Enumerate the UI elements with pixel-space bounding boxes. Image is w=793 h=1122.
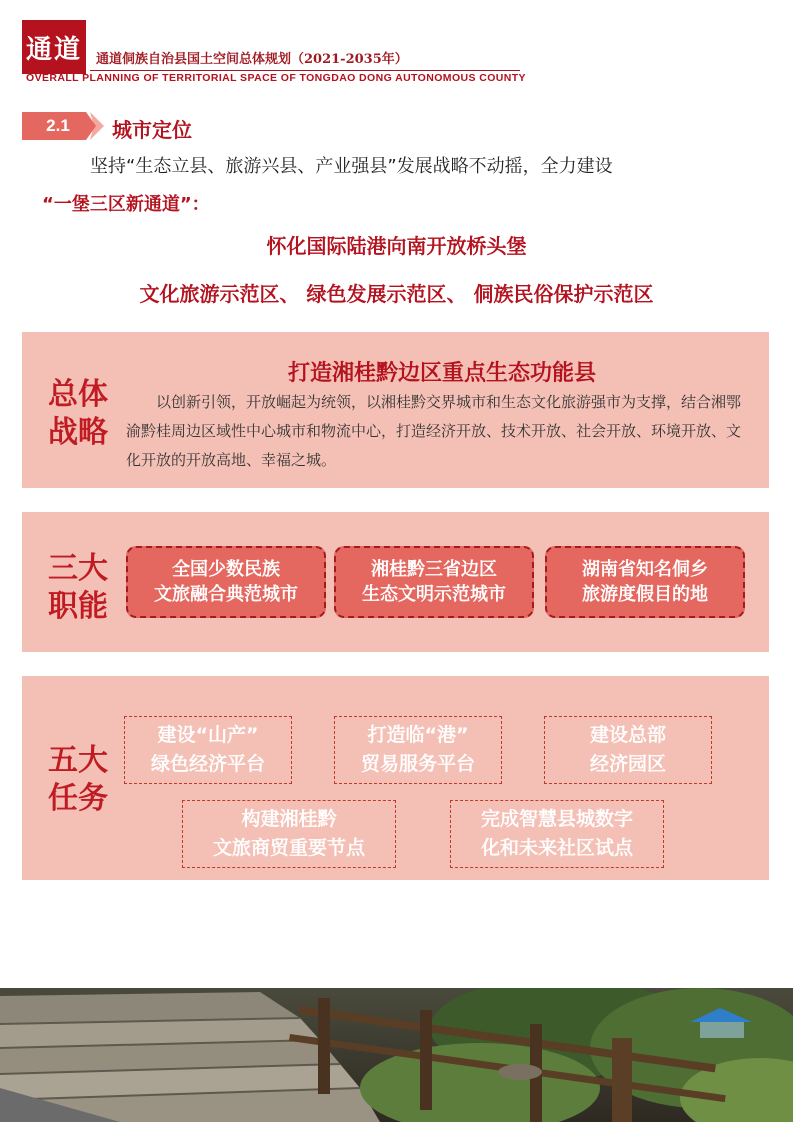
task-box [334,716,502,784]
tasks-panel [22,676,769,880]
task-line-2: 贸易服务平台 [360,753,475,775]
function-box [545,546,745,618]
strategy-body: 以创新引领，开放崛起为统领，以湘桂黔交界城市和生态文化旅游强市为支撑，结合湘鄂渝黔桂周边区域性中心城市和物流中心，打造经济开放、技术开放、社会开放、环境开放、文化开放的开放高地、幸福之城。 [126,393,742,469]
document-title: 通道侗族自治县国土空间总体规划（2021-2035年） [96,52,408,67]
function-line-1: 全国少数民族 [172,559,280,580]
intro-text: 坚持“生态立县、旅游兴县、产业强县”发展战略不动摇，全力建设 [90,156,613,177]
task-line-2: 文旅商贸重要节点 [212,837,365,859]
function-line-2: 文旅融合典范城市 [154,584,298,605]
function-line-1: 湖南省知名侗乡 [582,559,708,580]
functions-label-line-1: 三大 [48,551,108,586]
section-number: 2.1 [46,116,70,135]
strategy-label-line-2: 战略 [48,415,108,450]
task-box [124,716,292,784]
county-logo: 通道 [22,20,86,74]
task-box [182,800,396,868]
header-divider [90,70,520,71]
positioning-line-2: 文化旅游示范区、 绿色发展示范区、 侗族民俗保护示范区 [139,282,654,306]
functions-panel [22,512,769,652]
strategy-panel [22,332,769,488]
function-box [126,546,326,618]
task-box [544,716,712,784]
strategy-label [46,376,110,452]
village-photo [0,988,793,1122]
task-line-2: 绿色经济平台 [150,753,265,775]
task-line-1: 完成智慧县城数字 [480,808,633,830]
strategy-label-line-1: 总体 [48,377,108,412]
function-line-1: 湘桂黔三省边区 [371,559,497,580]
task-box [450,800,664,868]
function-box [334,546,534,618]
section-title: 城市定位 [112,118,192,142]
task-line-1: 建设总部 [589,724,666,746]
functions-label [46,550,110,626]
document-subtitle-english: OVERALL PLANNING OF TERRITORIAL SPACE OF TONGDAO DONG AUTONOMOUS COUNTY [26,72,526,84]
tasks-label-line-1: 五大 [48,743,108,778]
task-line-1: 构建湘桂黔 [241,808,337,830]
strategy-heading: 打造湘桂黔边区重点生态功能县 [287,361,596,386]
function-line-2: 旅游度假目的地 [582,584,708,605]
tasks-label [46,742,110,818]
task-line-2: 经济园区 [589,753,666,775]
positioning-line-1: 怀化国际陆港向南开放桥头堡 [266,234,527,258]
tasks-label-line-2: 任务 [48,781,108,816]
task-line-1: 打造临“港” [367,724,469,746]
task-line-2: 化和未来社区试点 [480,837,633,859]
functions-label-line-2: 职能 [48,589,108,624]
function-line-2: 生态文明示范城市 [362,584,506,605]
task-line-1: 建设“山产” [157,724,259,746]
intro-slogan: “一堡三区新通道”： [42,194,210,215]
